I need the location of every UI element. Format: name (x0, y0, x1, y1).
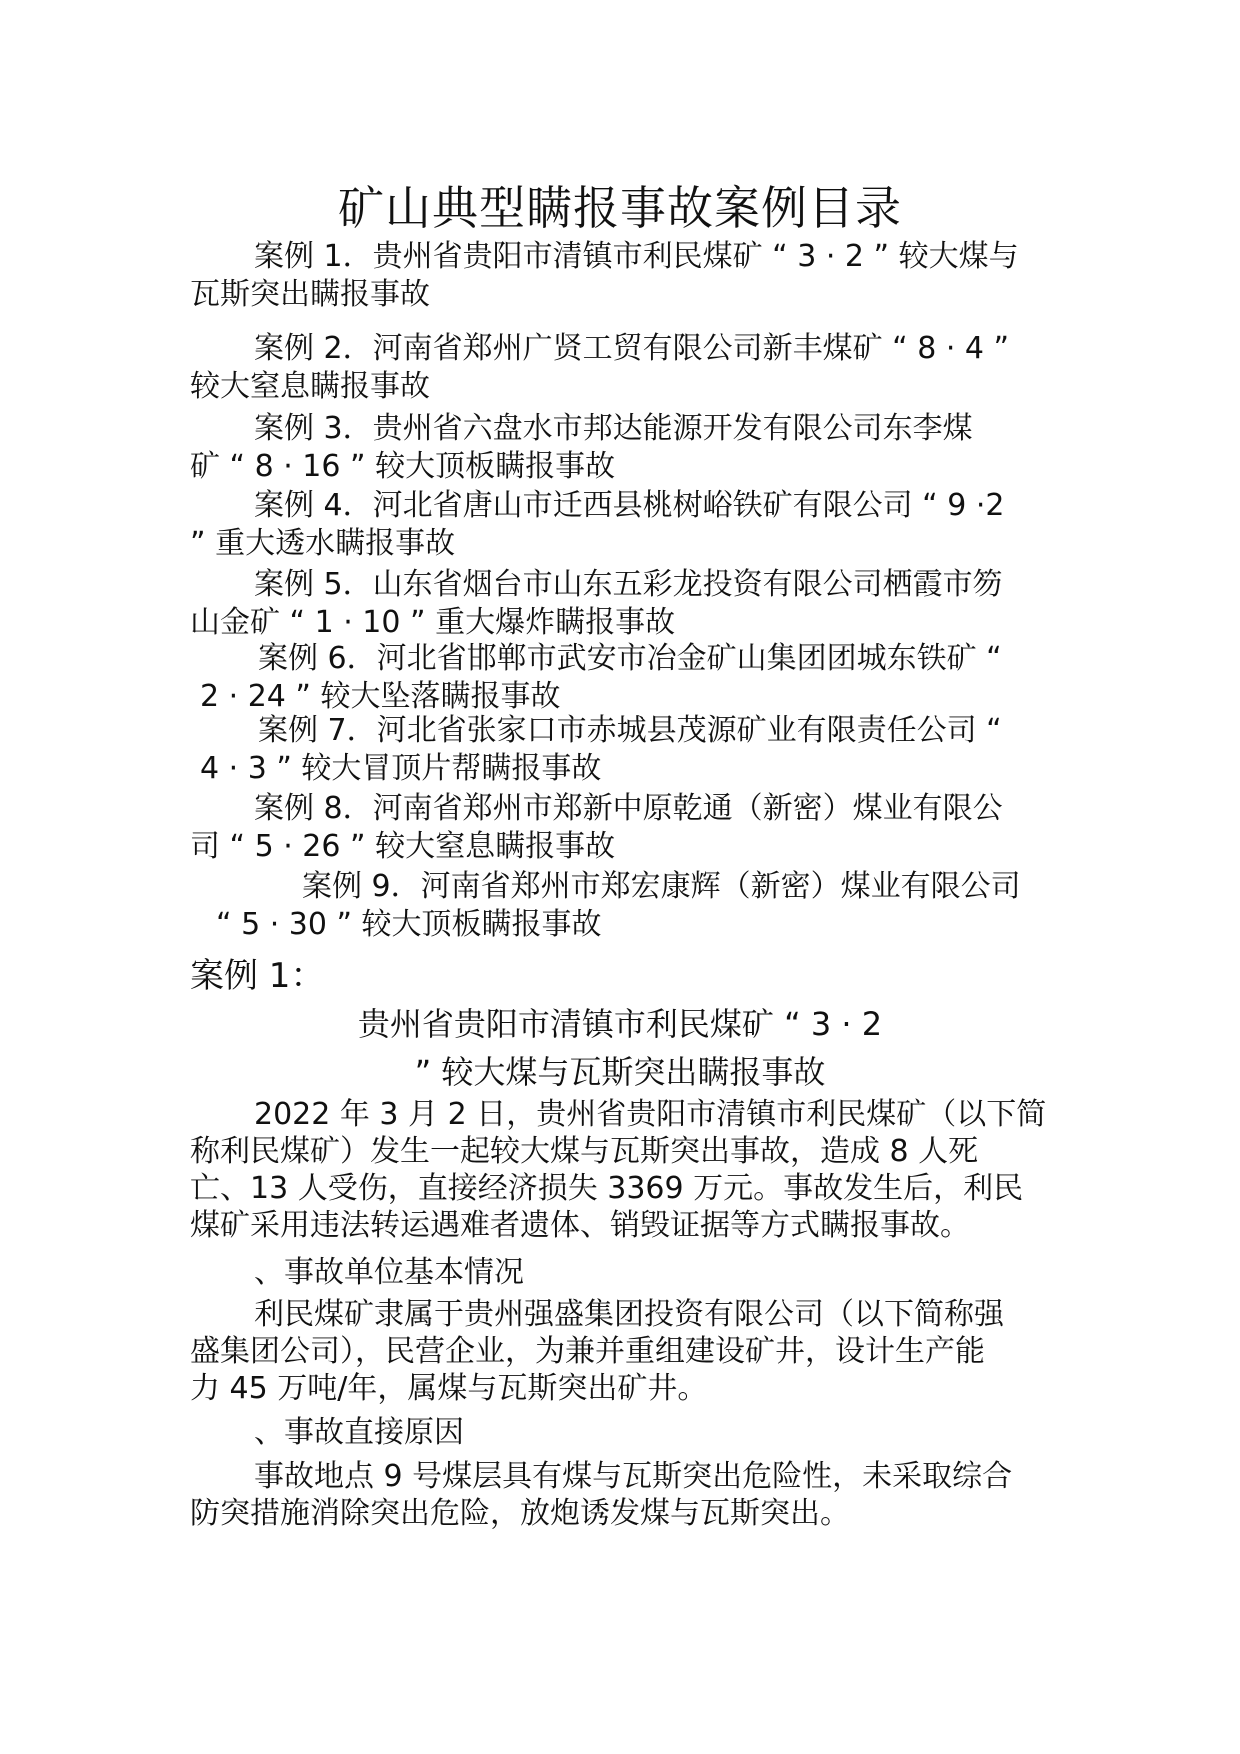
toc-entry-line: 案例 8．河南省郑州市郑新中原乾通（新密）煤业有限公 (254, 791, 1003, 826)
paragraph-line: 称利民煤矿）发生一起较大煤与瓦斯突出事故，造成 8 人死 (190, 1134, 979, 1169)
paragraph-line: 亡、13 人受伤，直接经济损失 3369 万元。事故发生后，利民 (190, 1171, 1024, 1206)
section-heading-1 (190, 1254, 1056, 1291)
toc-entry-line: 2 · 24 ” 较大坠落瞒报事故 (200, 679, 561, 714)
section-1-body (190, 1296, 1056, 1407)
toc-entry-line: 山金矿 “ 1 · 10 ” 重大爆炸瞒报事故 (190, 605, 676, 640)
toc-entry-8 (190, 790, 1056, 866)
toc-entry-line: 案例 6．河北省邯郸市武安市冶金矿山集团团城东铁矿 “ (258, 641, 1002, 676)
toc-entry-2 (190, 330, 1056, 406)
paragraph-line: 防突措施消除突出危险，放炮诱发煤与瓦斯突出。 (190, 1496, 850, 1531)
paragraph-line: 2022 年 3 月 2 日，贵州省贵阳市清镇市利民煤矿（以下简 (254, 1097, 1047, 1132)
section-heading-2 (190, 1414, 1056, 1451)
toc-entry-line: ” 重大透水瞒报事故 (190, 526, 456, 561)
toc-entry-line: 司 “ 5 · 26 ” 较大窒息瞒报事故 (190, 829, 616, 864)
paragraph-line: 力 45 万吨/年，属煤与瓦斯突出矿井。 (190, 1371, 708, 1406)
toc-entry-line: 案例 7．河北省张家口市赤城县茂源矿业有限责任公司 “ (258, 713, 1002, 748)
toc-entry-line: “ 5 · 30 ” 较大顶板瞒报事故 (216, 907, 602, 942)
section-2-body (190, 1458, 1056, 1532)
toc-entry-line: 瓦斯突出瞒报事故 (190, 277, 430, 312)
document-title: 矿山典型瞒报事故案例目录 (338, 181, 902, 235)
toc-entry-5 (190, 566, 1056, 642)
toc-entry-line: 案例 1．贵州省贵阳市清镇市利民煤矿 “ 3 · 2 ” 较大煤与 (254, 239, 1019, 274)
paragraph-line: 煤矿采用违法转运遇难者遗体、销毁证据等方式瞒报事故。 (190, 1208, 970, 1243)
toc-entry-3 (190, 410, 1056, 486)
paragraph-line: 利民煤矿隶属于贵州强盛集团投资有限公司（以下简称强 (254, 1297, 1004, 1332)
case-title-line-2: ” 较大煤与瓦斯突出瞒报事故 (414, 1053, 826, 1091)
case-heading: 案例 1： (190, 956, 325, 996)
toc-entry-line: 较大窒息瞒报事故 (190, 369, 430, 404)
toc-entry-6 (190, 640, 1056, 716)
toc-entry-line: 案例 5．山东省烟台市山东五彩龙投资有限公司栖霞市笏 (254, 567, 1003, 602)
section-heading-text: 、事故单位基本情况 (254, 1255, 524, 1290)
section-heading-text: 、事故直接原因 (254, 1415, 464, 1450)
paragraph-line: 事故地点 9 号煤层具有煤与瓦斯突出危险性，未采取综合 (254, 1459, 1013, 1494)
intro-paragraph (190, 1096, 1056, 1244)
toc-entry-line: 案例 2．河南省郑州广贤工贸有限公司新丰煤矿 “ 8 · 4 ” (254, 331, 1010, 366)
toc-entry-line: 案例 3．贵州省六盘水市邦达能源开发有限公司东李煤 (254, 411, 973, 446)
toc-entry-line: 4 · 3 ” 较大冒顶片帮瞒报事故 (200, 751, 602, 786)
toc-entry-line: 案例 9．河南省郑州市郑宏康辉（新密）煤业有限公司 (302, 869, 1021, 904)
toc-entry-1 (190, 238, 1056, 314)
toc-entry-line: 案例 4．河北省唐山市迁西县桃树峪铁矿有限公司 “ 9 ·2 (254, 488, 1005, 523)
paragraph-line: 盛集团公司），民营企业，为兼并重组建设矿井，设计生产能 (190, 1334, 985, 1369)
toc-entry-7 (190, 712, 1056, 788)
toc-entry-line: 矿 “ 8 · 16 ” 较大顶板瞒报事故 (190, 449, 616, 484)
toc-entry-9 (190, 868, 1056, 944)
toc-entry-4 (190, 487, 1056, 563)
case-title-line-1: 贵州省贵阳市清镇市利民煤矿 “ 3 · 2 (357, 1005, 883, 1043)
